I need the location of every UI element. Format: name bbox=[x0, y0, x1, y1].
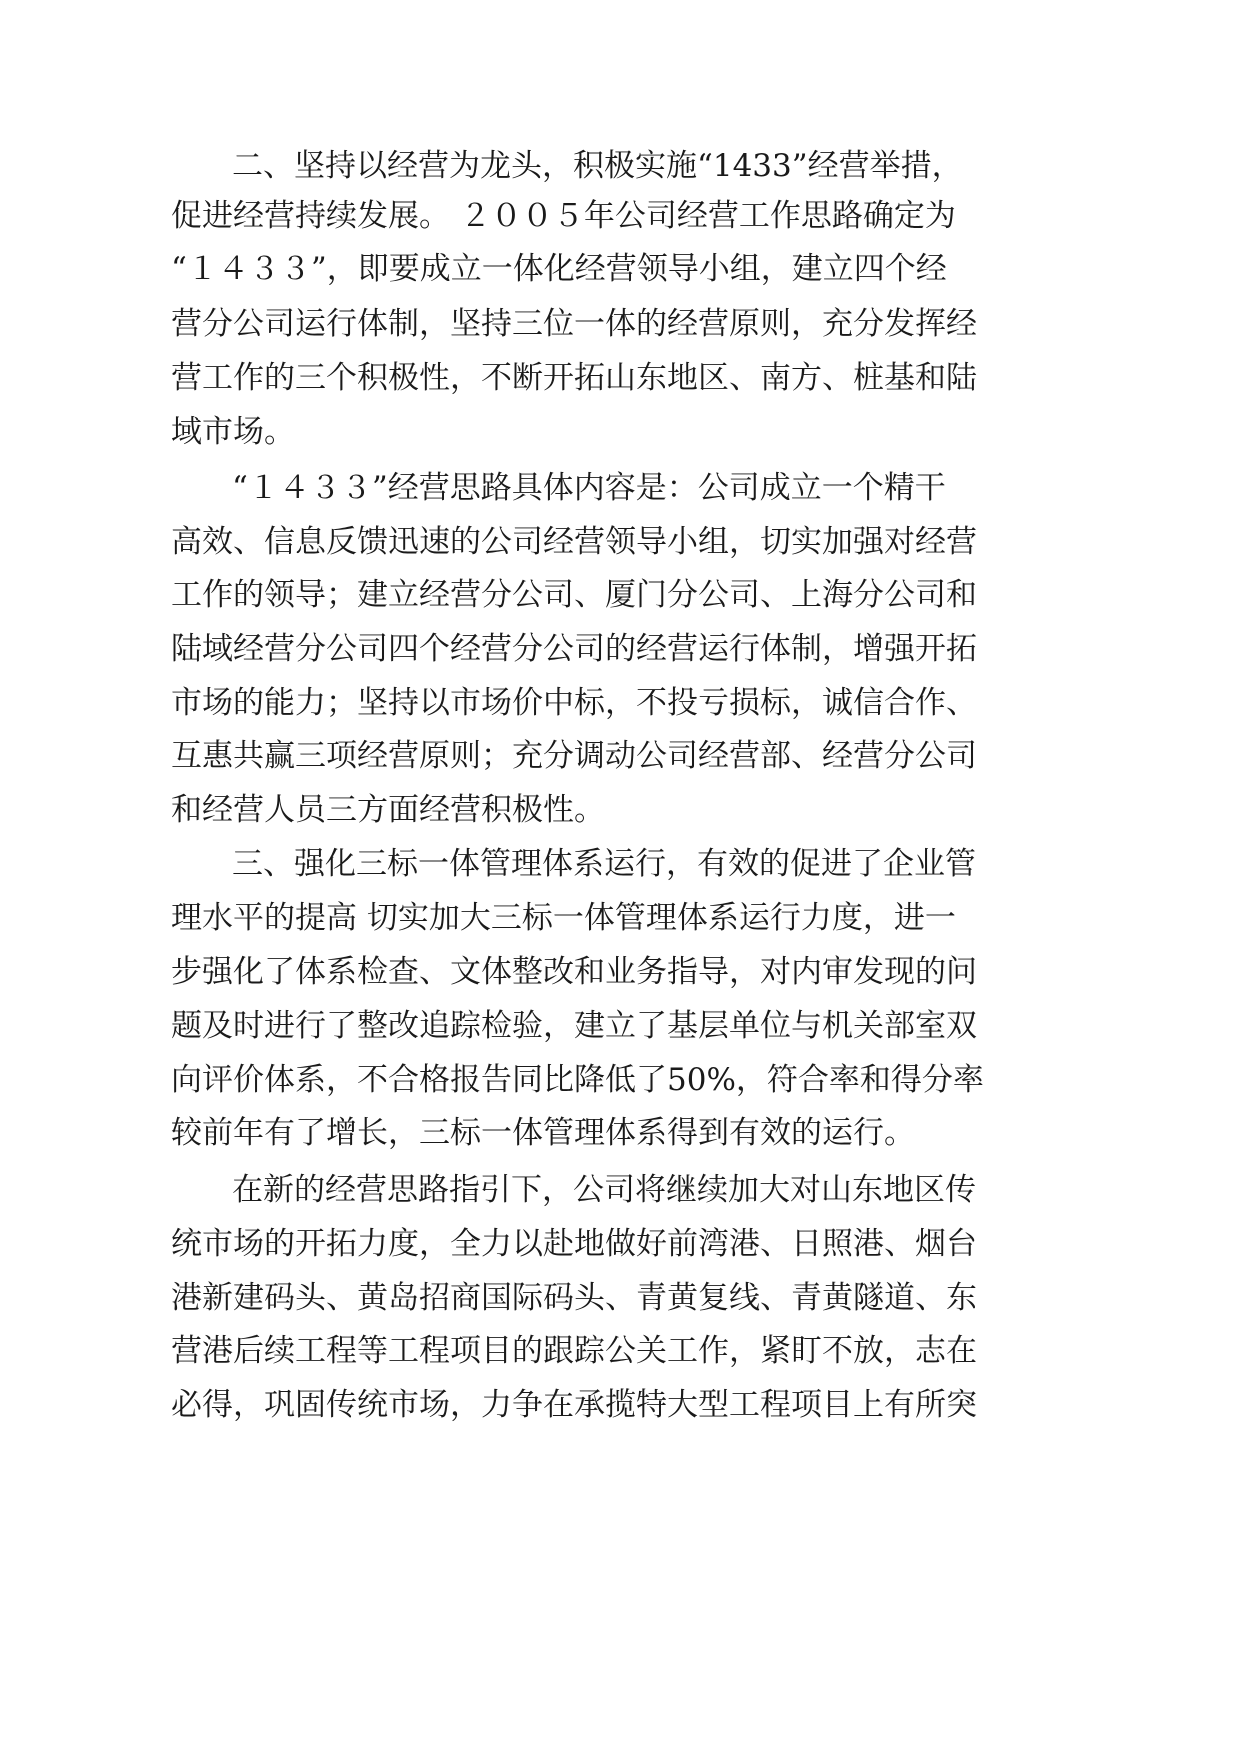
text-line: 互惠共赢三项经营原则；充分调动公司经营部、经营分公司 bbox=[171, 738, 977, 774]
text-line: 域市场。 bbox=[171, 414, 295, 450]
text-line: 必得，巩固传统市场，力争在承揽特大型工程项目上有所突 bbox=[171, 1387, 977, 1423]
text-line: 题及时进行了整改追踪检验，建立了基层单位与机关部室双 bbox=[171, 1008, 977, 1044]
text-line: 较前年有了增长，三标一体管理体系得到有效的运行。 bbox=[171, 1115, 915, 1151]
text-line: 营分公司运行体制，坚持三位一体的经营原则，充分发挥经 bbox=[171, 306, 977, 342]
text-line: 理水平的提高 切实加大三标一体管理体系运行力度，进一 bbox=[171, 900, 956, 936]
text-line: 向评价体系，不合格报告同比降低了50%，符合率和得分率 bbox=[171, 1062, 984, 1098]
text-line: 三、强化三标一体管理体系运行，有效的促进了企业管 bbox=[232, 846, 976, 882]
text-line: 高效、信息反馈迅速的公司经营领导小组，切实加强对经营 bbox=[171, 524, 977, 560]
text-line: “１４３３”经营思路具体内容是：公司成立一个精干 bbox=[232, 470, 946, 506]
text-line: 陆域经营分公司四个经营分公司的经营运行体制，增强开拓 bbox=[171, 631, 977, 667]
text-line: 工作的领导；建立经营分公司、厦门分公司、上海分公司和 bbox=[171, 577, 977, 613]
text-line: 在新的经营思路指引下，公司将继续加大对山东地区传 bbox=[232, 1172, 976, 1208]
text-line: 步强化了体系检查、文体整改和业务指导，对内审发现的问 bbox=[171, 954, 977, 990]
text-line: “１４３３”，即要成立一体化经营领导小组，建立四个经 bbox=[171, 251, 947, 287]
text-line: 营港后续工程等工程项目的跟踪公关工作，紧盯不放，志在 bbox=[171, 1333, 977, 1369]
text-line: 和经营人员三方面经营积极性。 bbox=[171, 792, 605, 828]
text-line: 港新建码头、黄岛招商国际码头、青黄复线、青黄隧道、东 bbox=[171, 1280, 977, 1316]
text-line: 统市场的开拓力度，全力以赴地做好前湾港、日照港、烟台 bbox=[171, 1226, 977, 1262]
text-line: 营工作的三个积极性，不断开拓山东地区、南方、桩基和陆 bbox=[171, 360, 977, 396]
text-line: 二、坚持以经营为龙头，积极实施“1433”经营举措， bbox=[232, 148, 963, 184]
text-line: 市场的能力；坚持以市场价中标，不投亏损标，诚信合作、 bbox=[171, 685, 977, 721]
text-line: 促进经营持续发展。 ２００５年公司经营工作思路确定为 bbox=[171, 198, 956, 234]
